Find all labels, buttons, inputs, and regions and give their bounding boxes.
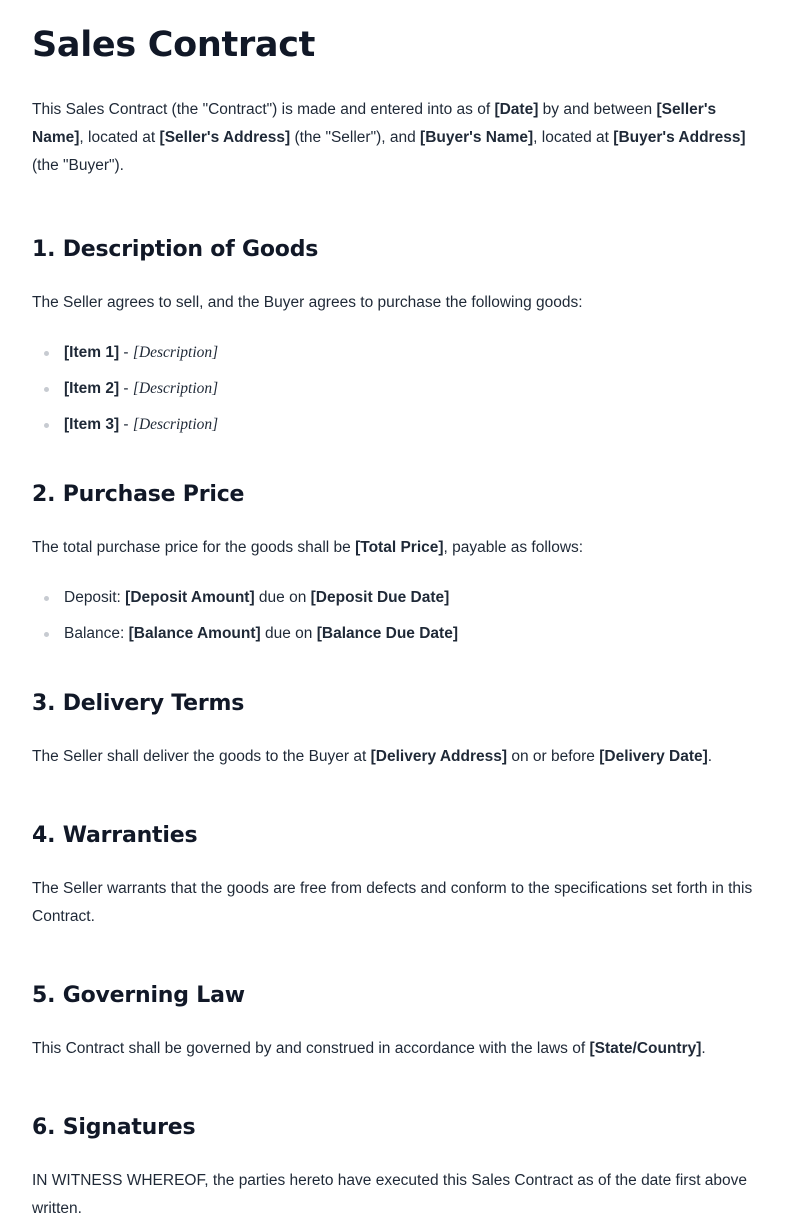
- list-item: [32, 377, 768, 401]
- intro-text: This Sales Contract (the "Contract") is made and entered into as of: [32, 101, 495, 118]
- state-country-placeholder: [State/Country]: [589, 1040, 702, 1057]
- section-text: IN WITNESS WHEREOF, the parties hereto have executed this Sales Contract as of the date first above written.: [32, 1172, 748, 1217]
- section-text-part: .: [707, 748, 713, 765]
- section-text: [32, 743, 768, 771]
- deposit-amount-placeholder: [Deposit Amount]: [125, 589, 255, 606]
- section-text: The Seller warrants that the goods are free from defects and conform to the specifications set forth in this Contract.: [32, 880, 753, 925]
- item-description: [Description]: [132, 380, 219, 397]
- section-text-part: The total purchase price for the goods shall be: [32, 539, 356, 556]
- item-name: [Item 1]: [64, 344, 120, 361]
- deposit-date-placeholder: [Deposit Due Date]: [310, 589, 450, 606]
- section-text: The Seller agrees to sell, and the Buyer agrees to purchase the following goods:: [32, 294, 583, 311]
- due-text: due on: [254, 589, 311, 606]
- deposit-label: Deposit:: [64, 589, 126, 606]
- item-separator: -: [119, 380, 133, 397]
- section-heading-description-of-goods: 1. Description of Goods: [32, 237, 319, 262]
- balance-label: Balance:: [64, 625, 129, 642]
- section-heading-purchase-price: 2. Purchase Price: [32, 482, 245, 507]
- section-text-part: This Contract shall be governed by and construed in accordance with the laws of: [32, 1040, 590, 1057]
- section-text-part: on or before: [507, 748, 600, 765]
- buyer-address-placeholder: [Buyer's Address]: [613, 129, 746, 146]
- payment-list: [32, 586, 768, 646]
- section-text: [32, 1035, 768, 1063]
- section-heading-delivery-terms: 3. Delivery Terms: [32, 691, 245, 716]
- item-description: [Description]: [132, 416, 219, 433]
- item-separator: -: [119, 416, 133, 433]
- intro-text: , located at: [533, 129, 614, 146]
- item-description: [Description]: [132, 344, 219, 361]
- intro-paragraph: [32, 96, 768, 180]
- item-separator: -: [119, 344, 133, 361]
- buyer-name-placeholder: [Buyer's Name]: [420, 129, 534, 146]
- list-item-deposit: [32, 586, 768, 610]
- section-text: [32, 534, 768, 562]
- section-heading-warranties: 4. Warranties: [32, 823, 198, 848]
- bullet-icon: [44, 632, 49, 637]
- due-text: due on: [260, 625, 317, 642]
- seller-address-placeholder: [Seller's Address]: [159, 129, 291, 146]
- section-text-part: The Seller shall deliver the goods to the Buyer at: [32, 748, 371, 765]
- delivery-address-placeholder: [Delivery Address]: [370, 748, 508, 765]
- list-item-balance: [32, 622, 768, 646]
- delivery-date-placeholder: [Delivery Date]: [599, 748, 708, 765]
- page-title: Sales Contract: [32, 25, 316, 65]
- balance-amount-placeholder: [Balance Amount]: [128, 625, 261, 642]
- section-heading-signatures: 6. Signatures: [32, 1115, 196, 1140]
- list-item: [32, 341, 768, 365]
- bullet-icon: [44, 387, 49, 392]
- balance-date-placeholder: [Balance Due Date]: [316, 625, 458, 642]
- item-name: [Item 3]: [64, 416, 120, 433]
- intro-text: by and between: [538, 101, 657, 118]
- bullet-icon: [44, 423, 49, 428]
- section-text-part: .: [701, 1040, 706, 1057]
- section-heading-governing-law: 5. Governing Law: [32, 983, 245, 1008]
- bullet-icon: [44, 596, 49, 601]
- goods-list: [32, 341, 768, 437]
- bullet-icon: [44, 351, 49, 356]
- intro-text: , located at: [79, 129, 160, 146]
- item-name: [Item 2]: [64, 380, 120, 397]
- total-price-placeholder: [Total Price]: [355, 539, 444, 556]
- intro-text: (the "Buyer").: [32, 157, 124, 174]
- date-placeholder: [Date]: [494, 101, 539, 118]
- list-item: [32, 413, 768, 437]
- seller-name-placeholder: [Seller's Name]: [32, 101, 717, 146]
- intro-text: (the "Seller"), and: [290, 129, 421, 146]
- section-text-part: , payable as follows:: [443, 539, 584, 556]
